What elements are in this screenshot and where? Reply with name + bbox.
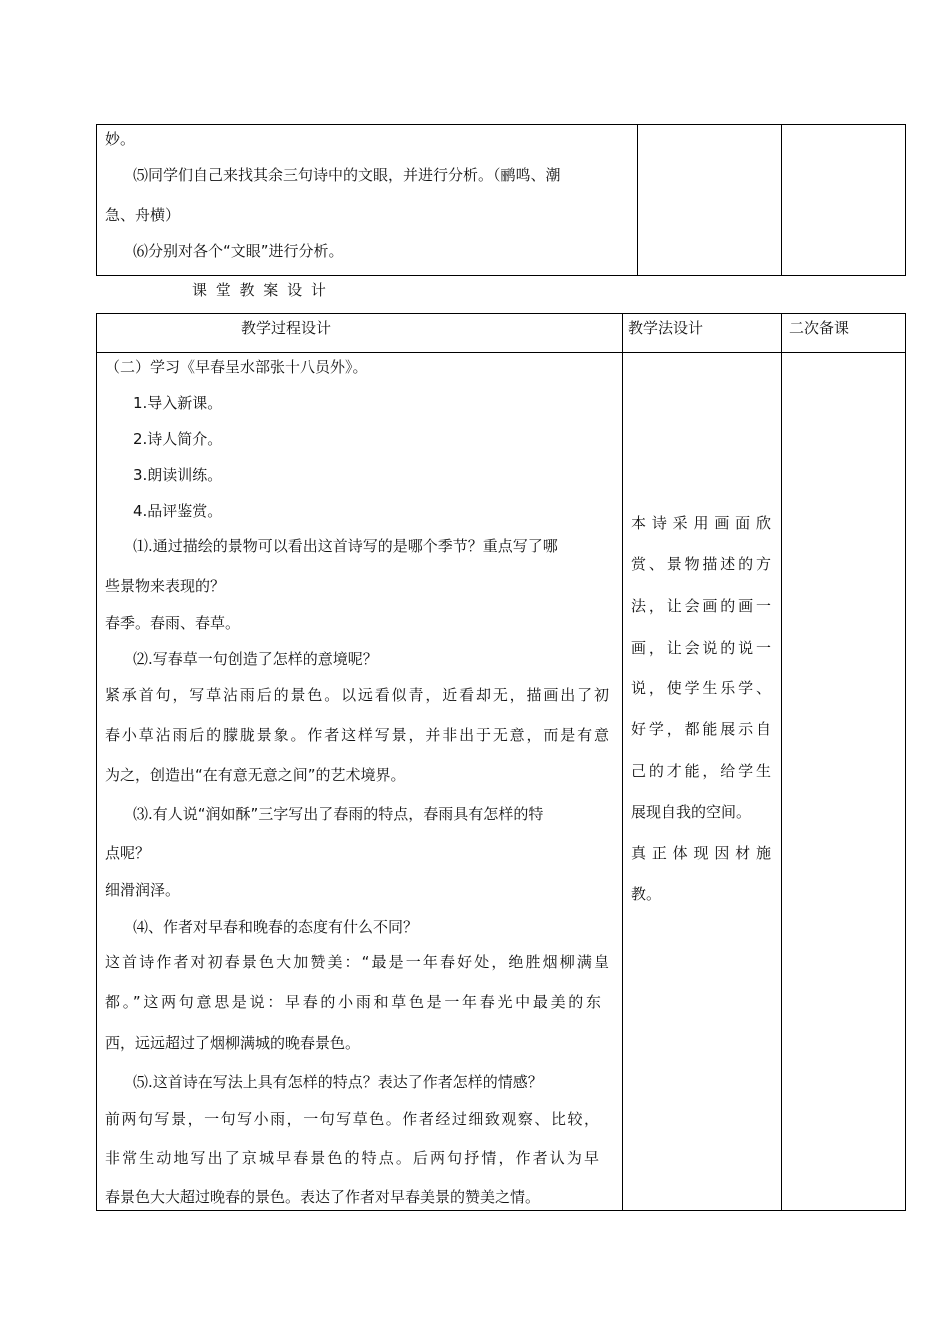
process-line: ⑶.有人说“润如酥”三字写出了春雨的特点，春雨具有怎样的特 — [133, 805, 544, 823]
header-process: 教学过程设计 — [241, 319, 332, 337]
column-divider — [781, 314, 782, 1210]
text-line: ⑹分别对各个“文眼”进行分析。 — [133, 242, 344, 260]
method-line: 己的才能，给学生 — [631, 762, 771, 780]
process-line: ⑴.通过描绘的景物可以看出这首诗写的是哪个季节？重点写了哪 — [133, 537, 558, 555]
method-line: 真正体现因材施 — [631, 844, 771, 862]
method-line: 教。 — [631, 885, 662, 903]
method-line: 法，让会画的画一 — [631, 597, 771, 615]
top-table — [96, 124, 906, 276]
process-line: ⑸.这首诗在写法上具有怎样的特点？表达了作者怎样的情感？ — [133, 1073, 543, 1091]
column-divider — [622, 314, 623, 1210]
process-line: （二）学习《早春呈水部张十八员外》。 — [105, 358, 368, 376]
process-line: 点呢？ — [105, 844, 151, 862]
process-line: 非常生动地写出了京城早春景色的特点。后两句抒情，作者认为早 — [105, 1149, 599, 1167]
process-line: 紧承首句，写草沾雨后的景色。以远看似青，近看却无，描画出了初 — [105, 686, 609, 704]
header-backup: 二次备课 — [789, 319, 850, 337]
process-line: ⑵.写春草一句创造了怎样的意境呢？ — [133, 650, 378, 668]
process-line: 1.导入新课。 — [133, 394, 223, 412]
process-line: 为之，创造出“在有意无意之间”的艺术境界。 — [105, 766, 406, 784]
process-line: 都。”这两句意思是说：早春的小雨和草色是一年春光中最美的东 — [105, 993, 601, 1011]
process-line: 4.品评鉴赏。 — [133, 502, 223, 520]
column-divider — [781, 125, 782, 275]
method-line: 赏、景物描述的方 — [631, 555, 771, 573]
process-line: 细滑润泽。 — [105, 881, 181, 899]
text-line: 急、舟横） — [105, 206, 181, 224]
header-divider — [97, 352, 905, 353]
process-line: 前两句写景，一句写小雨，一句写草色。作者经过细致观察、比较， — [105, 1110, 599, 1128]
process-line: 西，远远超过了烟柳满城的晚春景色。 — [105, 1034, 361, 1052]
method-line: 好学，都能展示自 — [631, 720, 771, 738]
process-line: 2.诗人简介。 — [133, 430, 223, 448]
process-line: ⑷、作者对早春和晚春的态度有什么不同？ — [133, 918, 419, 936]
process-line: 春景色大大超过晚春的景色。表达了作者对早春美景的赞美之情。 — [105, 1188, 541, 1206]
method-line: 展现自我的空间。 — [631, 803, 752, 821]
text-line: ⑸同学们自己来找其余三句诗中的文眼，并进行分析。（鹂鸣、潮 — [133, 166, 561, 184]
process-line: 春季。春雨、春草。 — [105, 614, 241, 632]
header-method: 教学法设计 — [628, 319, 704, 337]
main-table — [96, 313, 906, 1211]
method-line: 画，让会说的说一 — [631, 639, 771, 657]
section-title: 课 堂 教 案 设 计 — [192, 281, 328, 299]
column-divider — [637, 125, 638, 275]
process-line: 些景物来表现的？ — [105, 577, 226, 595]
process-line: 3.朗读训练。 — [133, 466, 223, 484]
process-line: 这首诗作者对初春景色大加赞美：“最是一年春好处，绝胜烟柳满皇 — [105, 953, 609, 971]
process-line: 春小草沾雨后的朦胧景象。作者这样写景，并非出于无意，而是有意 — [105, 726, 609, 744]
method-line: 说，使学生乐学、 — [631, 679, 771, 697]
method-line: 本诗采用画面欣 — [631, 514, 771, 532]
text-line: 妙。 — [105, 130, 136, 148]
